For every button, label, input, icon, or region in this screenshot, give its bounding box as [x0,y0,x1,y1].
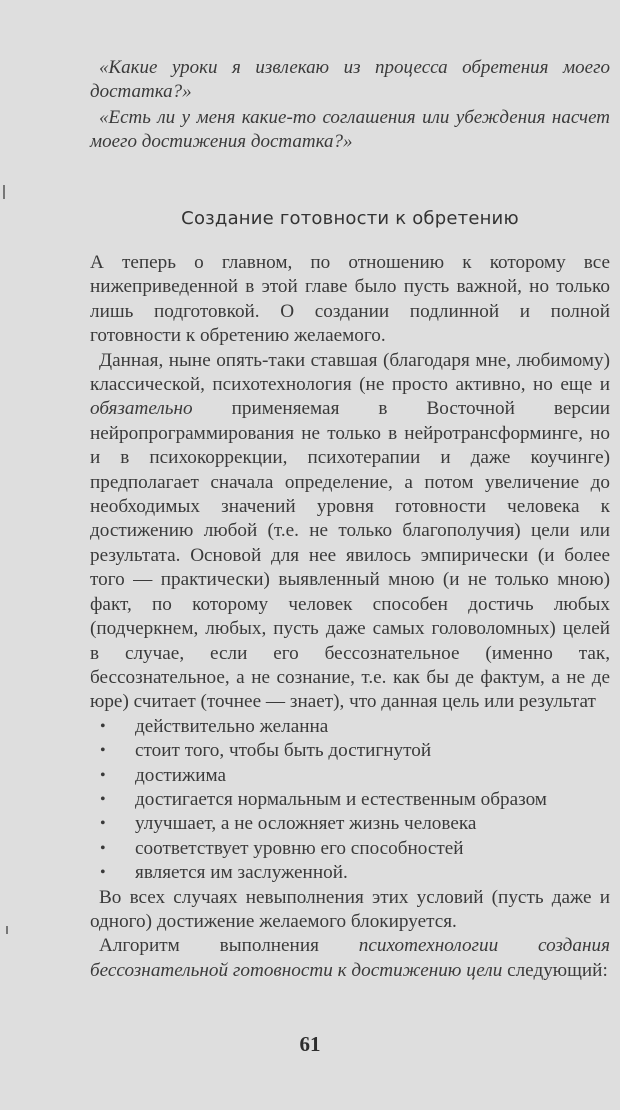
list-item-text: соответствует уровню его способностей [135,837,464,859]
list-item [90,812,610,836]
page-edge-mark [6,926,8,934]
list-item-text: действительно желанна [135,715,329,737]
paragraph-text: Данная, ныне опять-таки ставшая (благодаря мне, любимому) классической, психотехнология (не просто активно, но еще и [90,349,610,396]
question-quote: «Какие уроки я извлекаю из процесса обретения моего достатка?» [90,57,610,102]
list-item [90,764,610,788]
conditions-list [90,715,610,886]
list-item [90,788,610,812]
list-item-text: достигается нормальным и естественным образом [135,788,547,810]
list-item [90,715,610,739]
list-item [90,739,610,763]
emphasis-text: обязательно [90,398,193,420]
bullet-icon: • [100,864,106,882]
paragraph-text: Алгоритм выполнения [99,935,359,957]
question-quote: «Есть ли у меня какие-то соглашения или убеждения насчет моего достижения достатка?» [90,107,610,152]
paragraph-intro: А теперь о главном, по отношению к которому все нижеприведенной в этой главе было пусть важной, но только лишь подготовкой. О создании подлинной и полной готовности к обретению желаемого. [90,252,610,347]
section-heading: Создание готовности к обретению [181,208,519,229]
emphasis-text: психотехнологии создания бессознательной готовности к достижению цели [90,935,610,981]
page-number: 61 [299,1032,321,1056]
bullet-icon: • [100,717,106,735]
paragraph-text: следующий: [502,959,608,981]
list-item-text: является им заслуженной. [135,862,348,884]
paragraph-blocking: Во всех случаях невыполнения этих условий (пусть даже и одного) достижение желаемого блокируется. [90,886,610,932]
bullet-icon: • [100,815,106,833]
list-item-text: стоит того, чтобы быть достигнутой [135,740,432,762]
list-item-text: достижима [135,764,227,786]
page-content [90,56,610,983]
bullet-icon: • [100,839,106,857]
bullet-icon: • [100,766,106,784]
bullet-icon: • [100,742,106,760]
bullet-icon: • [100,790,106,808]
list-item-text: улучшает, а не осложняет жизнь человека [135,813,477,835]
page-edge-mark [3,185,5,199]
paragraph-psychotechnology [90,349,610,715]
list-item [90,861,610,885]
list-item [90,837,610,861]
paragraph-algorithm [90,934,610,983]
paragraph-text: применяемая в Восточной версии нейропрограммирования не только в нейротрансформинге, но и в психокоррекции, психотерапии и даже коучинге) предполагает сначала определение, а потом увеличение до необходимых значений уровня готовности человека к достижению любой (т.е. не только благополучия) цели или результата. Основой для нее явилось эмпирически (и более того — практически) выявленный мною (и не только мною) факт, по которому человек способен достичь любых (подчеркнем, любых, пусть даже самых головоломных) целей в случае, если его бессознательное (именно так, бессознательное, а не сознание, т.е. как бы де фактум, а не де юре) считает (точнее — знает), что данная цель или результат [90,398,610,713]
